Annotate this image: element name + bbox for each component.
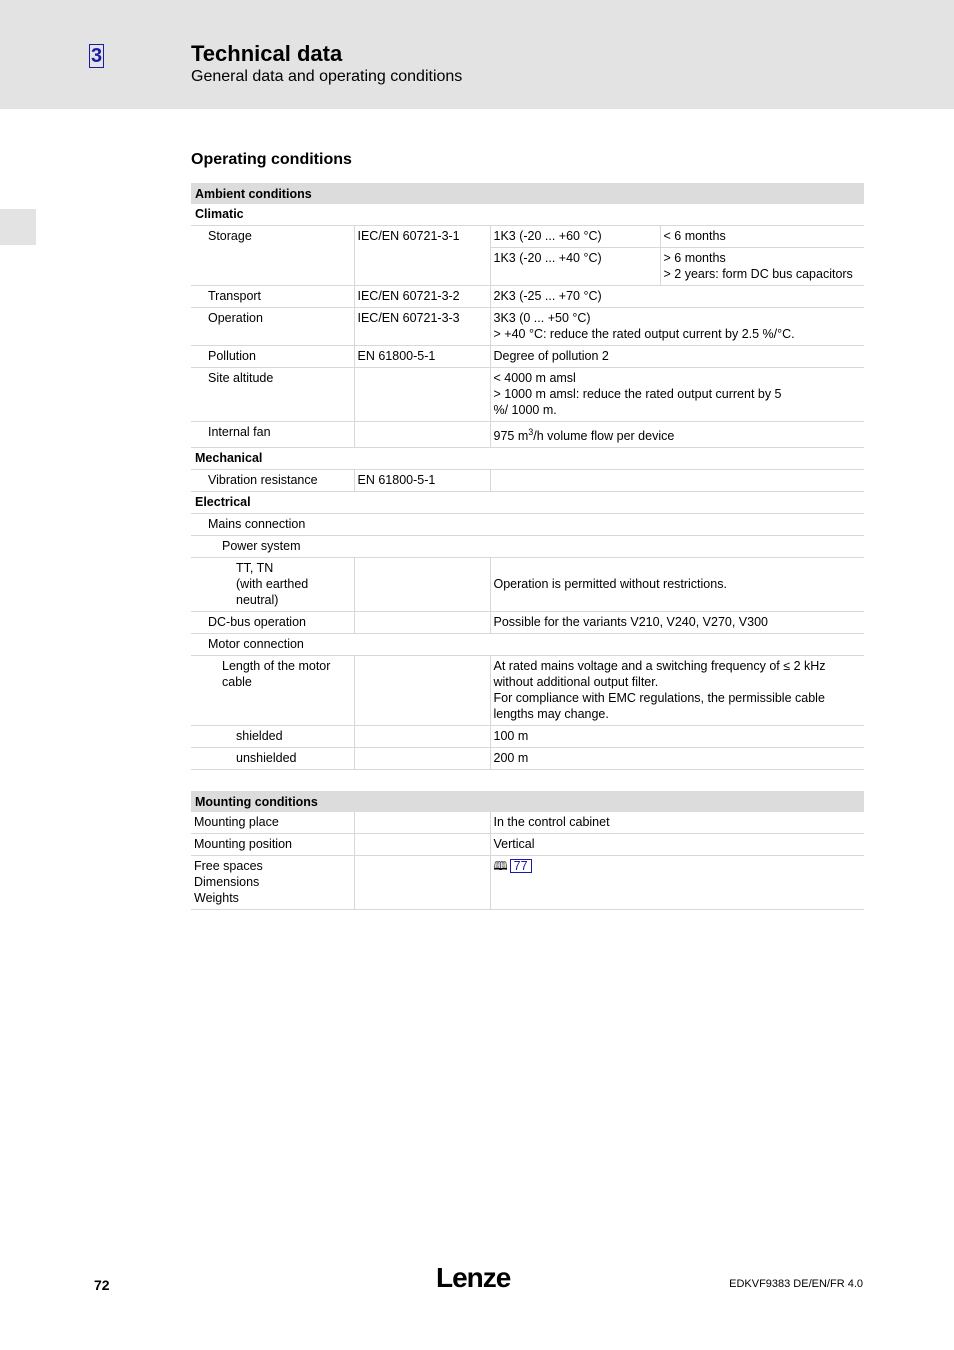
document-id: EDKVF9383 DE/EN/FR 4.0 <box>729 1278 863 1290</box>
ambient-conditions-table <box>191 183 864 770</box>
electrical-heading: Electrical <box>191 492 864 514</box>
table-row: Pollution EN 61800-5-1 Degree of pollution 2 <box>191 346 864 368</box>
table-row: Free spaces Dimensions Weights 🕮 77 <box>191 856 864 910</box>
climatic-heading: Climatic <box>191 204 864 226</box>
table-row: Mounting place In the control cabinet <box>191 812 864 834</box>
mechanical-heading: Mechanical <box>191 448 864 470</box>
motor-connection-heading: Motor connection <box>191 634 864 656</box>
ambient-heading: Ambient conditions <box>191 183 864 204</box>
page-number: 72 <box>94 1277 110 1293</box>
mounting-conditions-table <box>191 791 864 910</box>
section-title: Operating conditions <box>191 151 352 168</box>
table-row: Length of the motor cable At rated mains voltage and a switching frequency of ≤ 2 kHz without additional output filter. For compliance with EMC regulations, the permissible cable lengths may change. <box>191 656 864 726</box>
table-row: Transport IEC/EN 60721-3-2 2K3 (-25 ... +70 °C) <box>191 286 864 308</box>
header-band <box>0 0 954 109</box>
lenze-logo: Lenze <box>436 1262 511 1293</box>
table-row: 1K3 (-20 ... +40 °C) > 6 months > 2 years: form DC bus capacitors <box>191 248 864 286</box>
power-system-heading: Power system <box>191 536 864 558</box>
book-icon: 🕮 <box>493 859 508 873</box>
table-row: DC-bus operation Possible for the variants V210, V240, V270, V300 <box>191 612 864 634</box>
page-reference-link[interactable]: 77 <box>510 859 532 873</box>
mounting-heading: Mounting conditions <box>191 791 864 812</box>
mains-connection-heading: Mains connection <box>191 514 864 536</box>
table-row: Operation IEC/EN 60721-3-3 3K3 (0 ... +50 °C) > +40 °C: reduce the rated output current by 2.5 %/°C. <box>191 308 864 346</box>
chapter-side-tab <box>0 209 36 245</box>
page-subtitle: General data and operating conditions <box>191 68 463 85</box>
table-row: Internal fan 975 $m^3/h$ volume flow per device <box>191 422 864 448</box>
table-row: Storage IEC/EN 60721-3-1 1K3 (-20 ... +60 °C) < 6 months <box>191 226 864 248</box>
page-title: Technical data <box>191 41 343 66</box>
table-row: TT, TN (with earthed neutral) Operation is permitted without restrictions. <box>191 558 864 612</box>
table-row: unshielded 200 m <box>191 748 864 770</box>
table-row: Vibration resistance EN 61800-5-1 <box>191 470 864 492</box>
chapter-number-link[interactable]: 3 <box>90 45 103 67</box>
table-row: shielded 100 m <box>191 726 864 748</box>
table-row: Mounting position Vertical <box>191 834 864 856</box>
table-row: Site altitude < 4000 m amsl > 1000 m amsl: reduce the rated output current by 5 %/ 1000 m. <box>191 368 864 422</box>
